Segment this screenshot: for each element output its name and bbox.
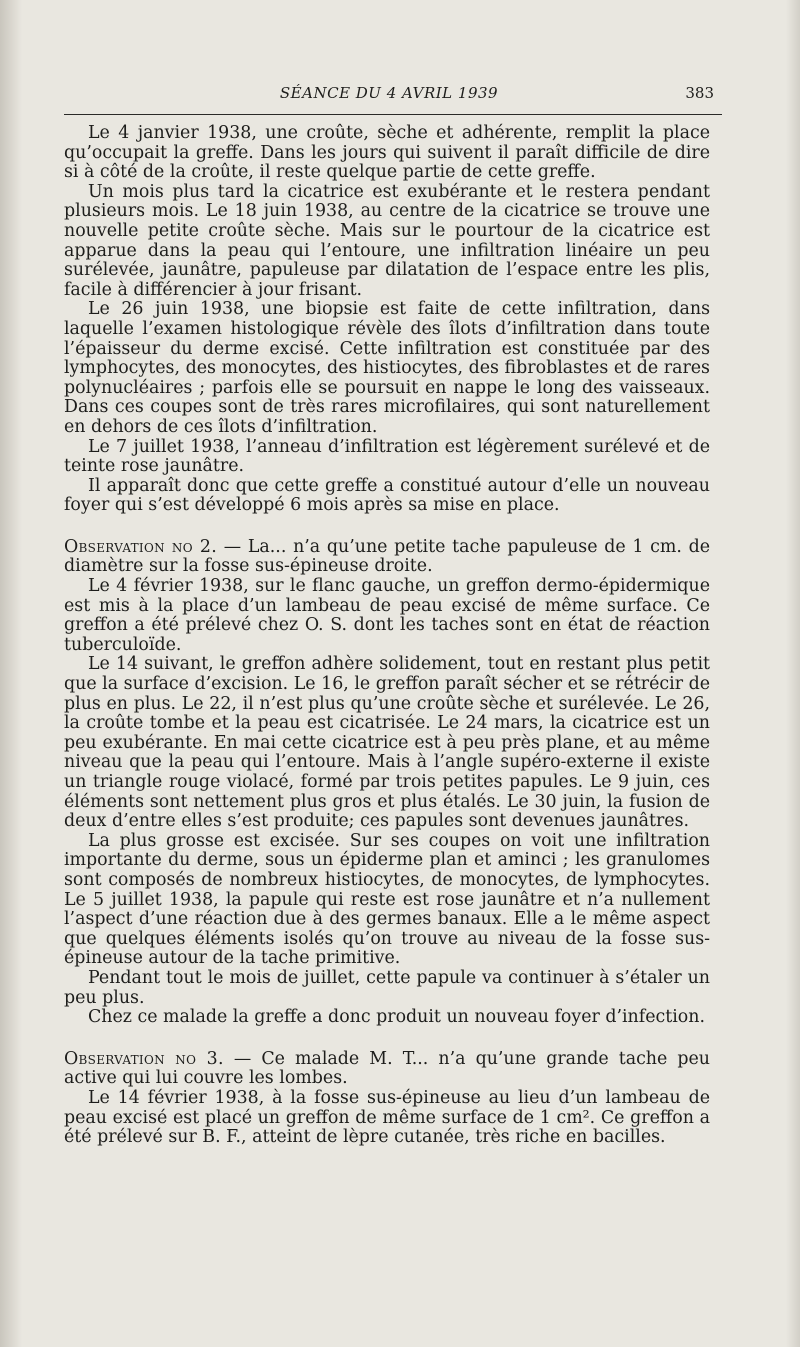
page-edge-shadow <box>786 0 800 1347</box>
observation-heading: Observation no 2. <box>64 536 218 557</box>
section-gap <box>64 1028 710 1050</box>
paragraph: Il apparaît donc que cette greffe a constitué autour d’elle un nouveau foyer qui s’est développé 6 mois après sa mise en place. <box>64 475 710 516</box>
observation-text: — Ce malade M. T... n’a qu’une grande tache peu active qui lui couvre les lombes. <box>64 1048 710 1089</box>
paragraph: La plus grosse est excisée. Sur ses coupes on voit une infiltration importante du derme, sous un épiderme plan et aminci ; les granulomes sont composés de nombreux histiocytes, de monocytes, de lymphocytes. Le 5 juillet 1938, la papule qui reste est rose jaunâtre et n’a nullement l’aspect d’une réaction due à des germes banaux. Elle a le même aspect que quelques éléments isolés qu’on trouve au niveau de la fosse sus-épineuse autour de la tache primitive. <box>64 830 710 969</box>
running-head: SÉANCE DU 4 AVRIL 1939 <box>279 84 499 102</box>
observation-2-intro <box>64 538 710 577</box>
paragraph: Le 14 février 1938, à la fosse sus-épineuse au lieu d’un lambeau de peau excisé est placé un greffon de même surface de 1 cm². Ce greffon a été prélevé sur B. F., atteint de lèpre cutanée, très riche en bacilles. <box>64 1087 710 1148</box>
header-rule <box>64 114 722 115</box>
observation-text: — La... n’a qu’une petite tache papuleuse de 1 cm. de diamètre sur la fosse sus-épineuse droite. <box>64 536 710 577</box>
page-number: 383 <box>685 84 714 102</box>
paragraph: Le 4 janvier 1938, une croûte, sèche et adhérente, remplit la place qu’occupait la greffe. Dans les jours qui suivent il paraît difficile de dire si à côté de la croûte, il reste quelque partie de cette greffe. <box>64 123 710 183</box>
observation-3-intro <box>64 1050 710 1089</box>
observation-heading: Observation no 3. <box>64 1048 224 1069</box>
paragraph: Le 4 février 1938, sur le flanc gauche, un greffon dermo-épidermique est mis à la place d’un lambeau de peau excisé de même surface. Ce greffon a été prélevé chez O. S. dont les taches sont en état de réaction tuberculoïde. <box>64 576 710 655</box>
paragraph: Le 14 suivant, le greffon adhère solidement, tout en restant plus petit que la surface d’excision. Le 16, le greffon paraît sécher et se rétrécir de plus en plus. Le 22, il n’est plus qu’une croûte sèche et surélevée. Le 26, la croûte tombe et la peau est cicatrisée. Le 24 mars, la cicatrice est un peu exubérante. En mai cette cicatrice est à peu près plane, et au même niveau que la peau qui l’entoure. Mais à l’angle supéro-externe il existe un triangle rouge violacé, formé par trois petites papules. Le 9 juin, ces éléments sont nettement plus gros et plus étalés. Le 30 juin, la fusion de deux d’entre elles s’est produite; ces papules sont devenues jaunâtres. <box>64 654 710 832</box>
body-text <box>64 124 710 1148</box>
page-edge-shadow <box>0 0 22 1347</box>
paragraph: Un mois plus tard la cicatrice est exubérante et le restera pendant plusieurs mois. Le 18 juin 1938, au centre de la cicatrice se trouve une nouvelle petite croûte sèche. Mais sur le pourtour de la cicatrice est apparue dans la peau qui l’entoure, une infiltration linéaire un peu surélevée, jaunâtre, papuleuse par dilatation de l’espace entre les plis, facile à différencier à jour frisant. <box>64 181 710 300</box>
section-gap <box>64 516 710 538</box>
page-header <box>64 84 714 108</box>
paragraph: Le 7 juillet 1938, l’anneau d’infiltration est légèrement surélevé et de teinte rose jaunâtre. <box>64 436 710 477</box>
paragraph: Pendant tout le mois de juillet, cette papule va continuer à s’étaler un peu plus. <box>64 967 710 1008</box>
paragraph: Le 26 juin 1938, une biopsie est faite de cette infiltration, dans laquelle l’examen histologique révèle des îlots d’infiltration dans toute l’épaisseur du derme excisé. Cette infiltration est constituée par des lymphocytes, des monocytes, des histiocytes, des fibroblastes et de rares polynucléaires ; parfois elle se poursuit en nappe le long des vaisseaux. Dans ces coupes sont de très rares microfilaires, qui sont naturellement en dehors de ces îlots d’infiltration. <box>64 299 710 437</box>
paragraph: Chez ce malade la greffe a donc produit un nouveau foyer d’infection. <box>88 1007 705 1028</box>
